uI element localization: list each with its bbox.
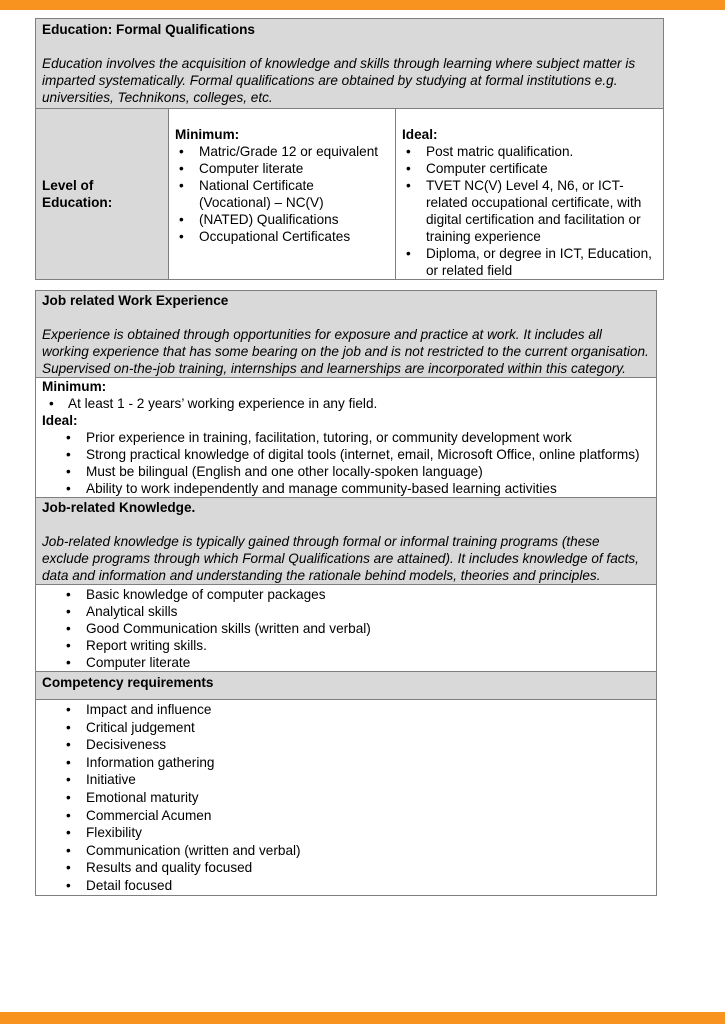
list-item: • Computer literate (175, 160, 389, 177)
competency-header-cell (36, 672, 657, 700)
experience-title: Job related Work Experience (42, 293, 229, 308)
list-item: • Initiative (42, 771, 650, 789)
list-item: • Communication (written and verbal) (42, 842, 650, 860)
education-minimum-label: Minimum: (175, 127, 240, 142)
education-minimum-list (175, 143, 389, 245)
list-item: • Report writing skills. (42, 637, 650, 654)
list-item: • National Certificate (Vocational) – NC(V) (175, 177, 389, 211)
list-item: • Information gathering (42, 754, 650, 772)
top-accent-bar (0, 0, 725, 10)
knowledge-content-cell (36, 585, 657, 672)
list-item: • Prior experience in training, facilitation, tutoring, or community development work (42, 429, 650, 446)
education-minimum-cell (169, 109, 396, 280)
knowledge-title: Job-related Knowledge. (42, 500, 196, 515)
list-item: • Matric/Grade 12 or equivalent (175, 143, 389, 160)
experience-description: Experience is obtained through opportunities for exposure and practice at work. It includes all working experience that has some bearing on the job and is not restricted to the current organisation. Supervised on-the-job training, internships and learnerships are incorporated within this category. (42, 327, 649, 376)
competency-title: Competency requirements (42, 675, 214, 690)
list-item: • Critical judgement (42, 719, 650, 737)
list-item: • Ability to work independently and manage community-based learning activities (42, 480, 650, 497)
experience-minimum-list (42, 395, 650, 412)
list-item: • Basic knowledge of computer packages (42, 586, 650, 603)
experience-minimum-label: Minimum: (42, 379, 107, 394)
education-ideal-cell (396, 109, 664, 280)
level-of-education-label: Level of Education: (42, 178, 113, 210)
list-item: • Good Communication skills (written and verbal) (42, 620, 650, 637)
education-header-cell (36, 19, 664, 109)
list-item: • Emotional maturity (42, 789, 650, 807)
knowledge-description: Job-related knowledge is typically gained through formal or informal training programs (these exclude programs through which Formal Qualifications are attained). It includes knowledge of facts, data and information and understanding the rationale behind models, theories and principles. (42, 534, 639, 583)
job-requirements-table (35, 290, 657, 896)
list-item: • Computer literate (42, 654, 650, 671)
bottom-accent-bar (0, 1012, 725, 1024)
list-item: • Analytical skills (42, 603, 650, 620)
list-item: • (NATED) Qualifications (175, 211, 389, 228)
list-item: • Results and quality focused (42, 859, 650, 877)
list-item: • Decisiveness (42, 736, 650, 754)
list-item: • Occupational Certificates (175, 228, 389, 245)
education-description: Education involves the acquisition of knowledge and skills through learning where subject matter is imparted systematically. Formal qualifications are obtained by studying at formal institutions e.g. universities, Technikons, colleges, etc. (42, 56, 636, 105)
list-item: • Strong practical knowledge of digital tools (internet, email, Microsoft Office, online platforms) (42, 446, 650, 463)
education-table (35, 18, 664, 280)
list-item: • Must be bilingual (English and one other locally-spoken language) (42, 463, 650, 480)
level-of-education-cell (36, 109, 169, 280)
education-title: Education: Formal Qualifications (42, 22, 255, 37)
knowledge-list (42, 586, 650, 671)
list-item: • TVET NC(V) Level 4, N6, or ICT-related occupational certificate, with digital certification and facilitation or training experience (402, 177, 657, 245)
list-item: • Diploma, or degree in ICT, Education, or related field (402, 245, 657, 279)
list-item: • Commercial Acumen (42, 807, 650, 825)
list-item: • Computer certificate (402, 160, 657, 177)
list-item: • Flexibility (42, 824, 650, 842)
education-ideal-label: Ideal: (402, 127, 438, 142)
knowledge-header-cell (36, 498, 657, 585)
experience-ideal-label: Ideal: (42, 413, 78, 428)
experience-header-cell (36, 291, 657, 378)
competency-list (42, 701, 650, 895)
education-ideal-list (402, 143, 657, 279)
list-item: • Impact and influence (42, 701, 650, 719)
competency-content-cell (36, 700, 657, 896)
list-item: • Detail focused (42, 877, 650, 895)
experience-content-cell (36, 378, 657, 498)
list-item: • Post matric qualification. (402, 143, 657, 160)
experience-ideal-list (42, 429, 650, 497)
list-item: • At least 1 - 2 years’ working experience in any field. (42, 395, 650, 412)
